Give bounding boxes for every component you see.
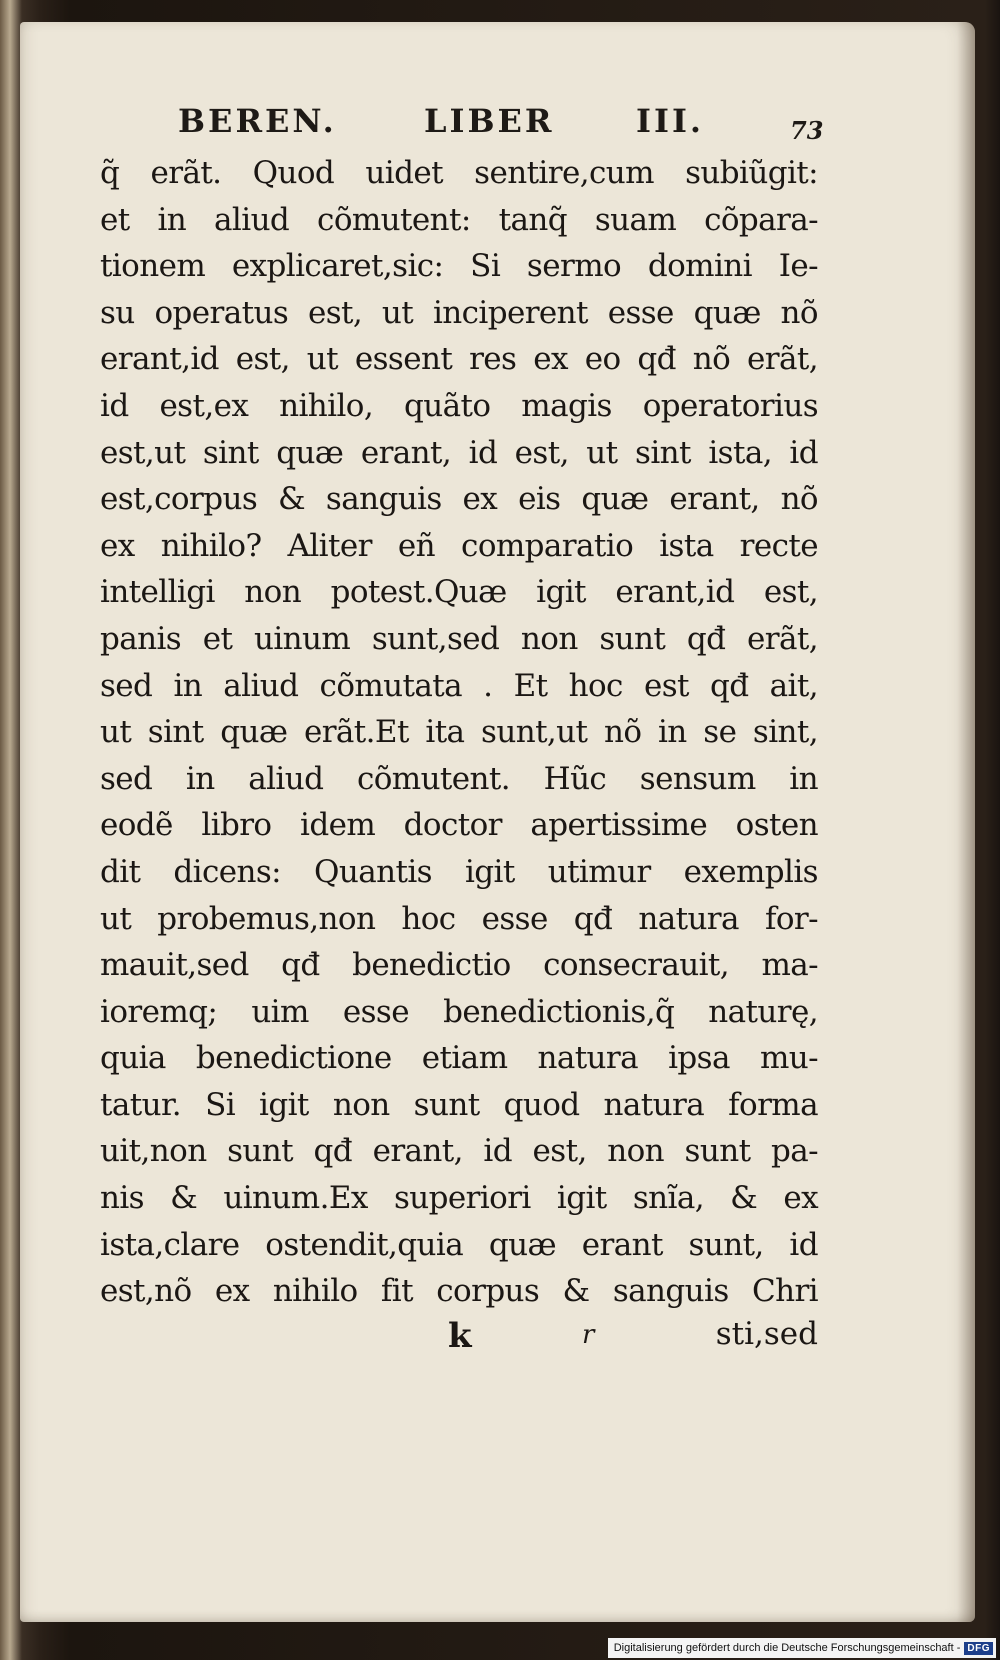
text-line: est,ut sint quæ erant, id est, ut sint ista, id [100, 434, 818, 471]
text-line: sed in aliud cõmutata . Et hoc est qđ ait, [100, 667, 818, 704]
text-line: dit dicens: Quantis igit utimur exemplis [100, 853, 818, 890]
text-line: q̃ erãt. Quod uidet sentire,cum subiũgit: [100, 155, 818, 191]
text-line: est,corpus & sanguis ex eis quæ erant, nõ [100, 481, 818, 518]
text-line: eodẽ libro idem doctor apertissime osten [100, 807, 818, 844]
folio-number: 73 [790, 116, 824, 145]
text-line: uit,non sunt qđ erant, id est, non sunt pa- [100, 1133, 818, 1170]
text-line: panis et uinum sunt,sed non sunt qđ erãt, [100, 620, 818, 657]
signature-number: r [582, 1320, 595, 1350]
text-line: ista,clare ostendit,quia quæ erant sunt, id [100, 1226, 818, 1263]
text-line: ut sint quæ erãt.Et ita sunt,ut nõ in se sint, [100, 714, 818, 751]
catchline [100, 1316, 818, 1362]
text-line: est,nõ ex nihilo fit corpus & sanguis Chri [100, 1273, 818, 1310]
text-line: erant,id est, ut essent res ex eo qđ nõ erãt, [100, 341, 818, 378]
text-line: mauit,sed qđ benedictio consecrauit, ma- [100, 947, 818, 984]
text-line: ex nihilo? Aliter eñ comparatio ista recte [100, 527, 818, 564]
catchword: sti,sed [715, 1316, 818, 1352]
body-text [100, 150, 818, 1315]
text-line: ioremq; uim esse benedictionis,q̃ naturę, [100, 993, 818, 1030]
funding-note-text: Digitalisierung gefördert durch die Deutsche Forschungsgemeinschaft - [613, 1642, 961, 1654]
text-line: tionem explicaret,sic: Si sermo domini Ie- [100, 248, 818, 285]
running-head-book-number: III. [636, 102, 705, 140]
text-line: et in aliud cõmutent: tanq̃ suam cõpara- [100, 201, 818, 238]
text-line: nis & uinum.Ex superiori igit snĩa, & ex [100, 1180, 818, 1217]
dfg-logo-icon: DFG [964, 1642, 993, 1655]
running-head-author: BEREN. [178, 102, 337, 140]
text-line: su operatus est, ut inciperent esse quæ nõ [100, 294, 818, 331]
running-head [178, 102, 818, 144]
text-line: quia benedictione etiam natura ipsa mu- [100, 1040, 818, 1077]
running-head-liber: LIBER [424, 102, 555, 140]
text-line: tatur. Si igit non sunt quod natura forma [100, 1086, 818, 1123]
text-line: ut probemus,non hoc esse qđ natura for- [100, 900, 818, 937]
funding-note [608, 1638, 996, 1658]
signature-mark: k [448, 1316, 472, 1356]
text-line: id est,ex nihilo, quãto magis operatorius [100, 387, 818, 424]
text-line: intelligi non potest.Quæ igit erant,id est, [100, 574, 818, 611]
text-line: sed in aliud cõmutent. Hũc sensum in [100, 760, 818, 797]
book-page [20, 22, 975, 1622]
